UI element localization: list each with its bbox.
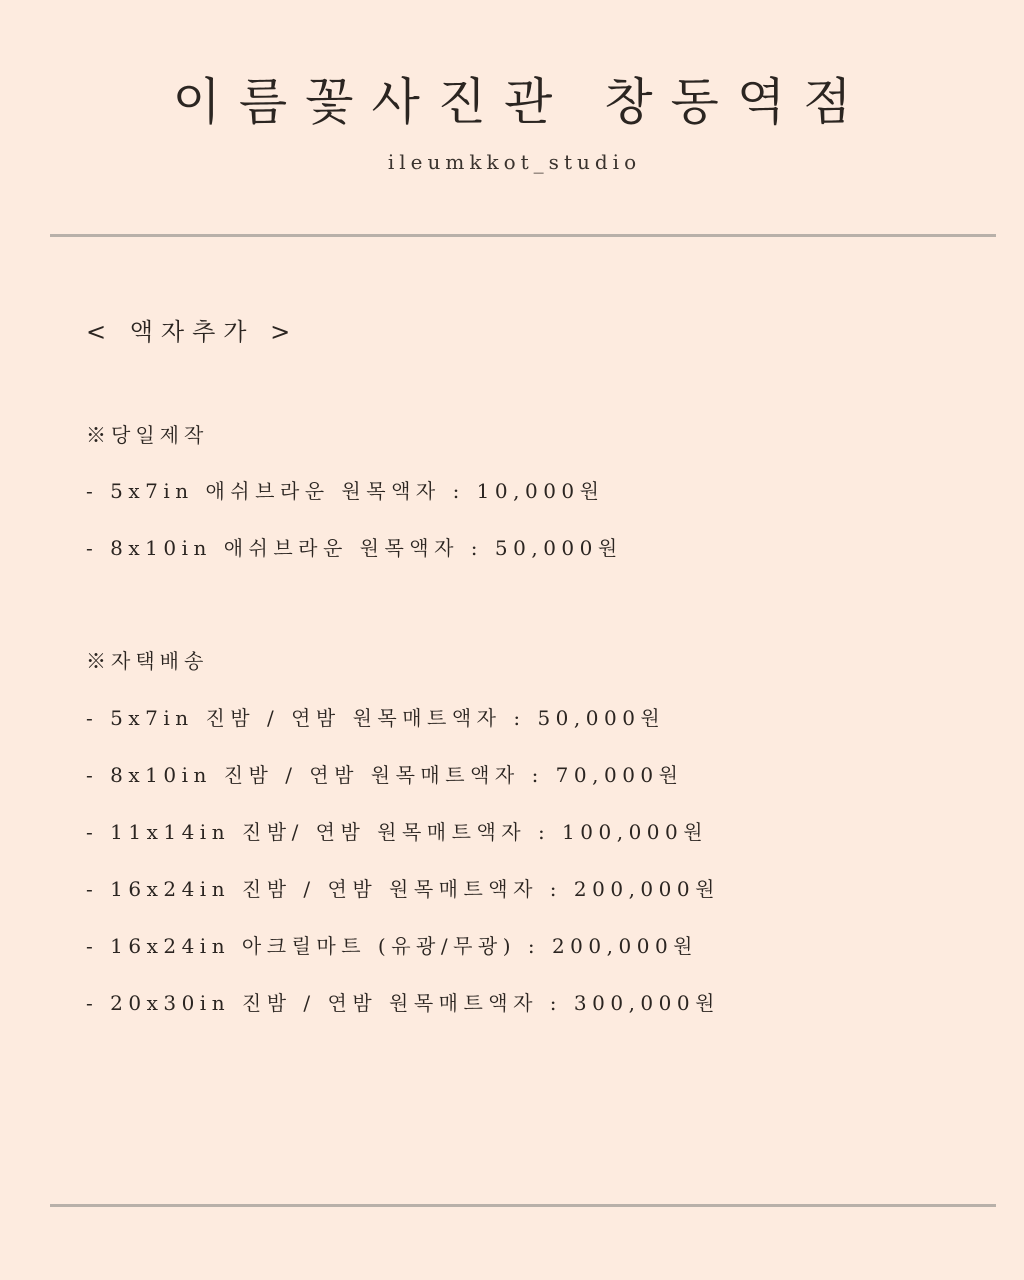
top-divider [50, 234, 996, 237]
price-item: - 8x10in 애쉬브라운 원목액자 : 50,000원 [86, 536, 623, 560]
studio-title: 이름꽃사진관 창동역점 [172, 73, 870, 131]
studio-handle: ileumkkot_studio [387, 150, 642, 174]
header [0, 0, 1024, 236]
home-delivery-label: ※자택배송 [86, 649, 209, 673]
section-title: < 액자추가 > [86, 318, 299, 346]
same-day-label: ※당일제작 [86, 423, 209, 447]
price-item: - 5x7in 진밤 / 연밤 원목매트액자 : 50,000원 [86, 706, 666, 730]
price-item: - 11x14in 진밤/ 연밤 원목매트액자 : 100,000원 [86, 820, 709, 844]
price-item: - 8x10in 진밤 / 연밤 원목매트액자 : 70,000원 [86, 763, 684, 787]
price-item: - 16x24in 진밤 / 연밤 원목매트액자 : 200,000원 [86, 877, 720, 901]
bottom-divider [50, 1204, 996, 1207]
price-item: - 16x24in 아크릴마트 (유광/무광) : 200,000원 [86, 934, 698, 958]
price-item: - 20x30in 진밤 / 연밤 원목매트액자 : 300,000원 [86, 991, 720, 1015]
price-item: - 5x7in 애쉬브라운 원목액자 : 10,000원 [86, 479, 605, 503]
